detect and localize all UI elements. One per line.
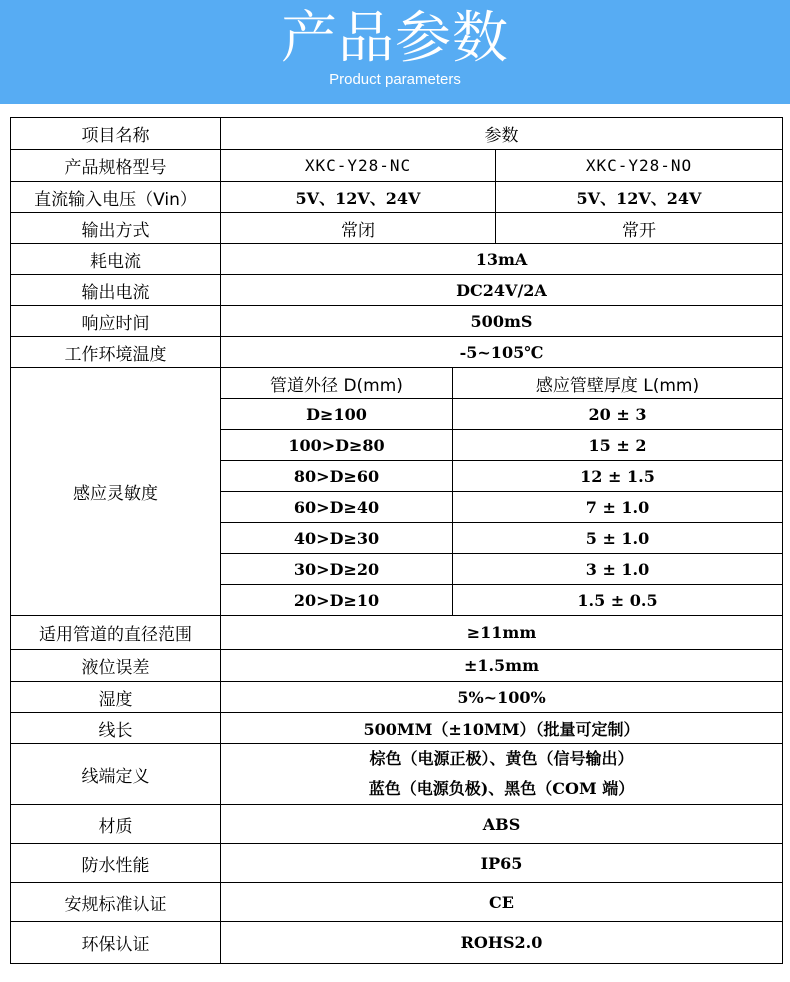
environmental-value: ROHS2.0 xyxy=(460,933,543,952)
sensitivity-thickness: 15 ± 2 xyxy=(588,435,647,455)
wiring-definition xyxy=(221,744,782,804)
wiring-line-2: 蓝色（电源负极)、黑色（COM 端） xyxy=(368,779,635,798)
cable-length-value: 500MM（±10MM）（批量可定制） xyxy=(363,719,640,739)
model-nc: XKC-Y28-NC xyxy=(304,156,412,175)
output-mode-label: 输出方式 xyxy=(81,220,150,241)
sensitivity-diameter: D≥100 xyxy=(306,404,367,424)
level-error-value: ±1.5mm xyxy=(463,656,540,675)
output-mode-no: 常开 xyxy=(622,220,656,241)
page-title: 产品参数 xyxy=(281,6,509,71)
wiring-label: 线端定义 xyxy=(81,766,150,787)
sensitivity-col-thickness: 感应管壁厚度 L(mm) xyxy=(535,375,700,396)
material-value: ABS xyxy=(482,814,521,834)
current-consumption-label: 耗电流 xyxy=(90,251,141,272)
temperature-value: -5~105℃ xyxy=(459,342,544,362)
sensitivity-diameter: 40>D≥30 xyxy=(293,528,380,548)
waterproof-label: 防水性能 xyxy=(81,855,150,876)
page-subtitle: Product parameters xyxy=(329,71,461,88)
output-mode-nc: 常闭 xyxy=(341,220,375,241)
certification-value: CE xyxy=(489,892,514,912)
voltage-no: 5V、12V、24V xyxy=(576,188,702,208)
humidity-label: 湿度 xyxy=(98,689,133,710)
material-label: 材质 xyxy=(98,816,133,837)
response-time-label: 响应时间 xyxy=(81,313,150,334)
humidity-value: 5%~100% xyxy=(457,687,546,707)
sensitivity-diameter: 20>D≥10 xyxy=(293,590,380,610)
sensitivity-thickness: 3 ± 1.0 xyxy=(585,559,650,579)
sensitivity-diameter: 30>D≥20 xyxy=(293,559,380,579)
sensitivity-diameter: 100>D≥80 xyxy=(288,435,385,455)
sensitivity-thickness: 12 ± 1.5 xyxy=(580,466,655,486)
environmental-label: 环保认证 xyxy=(81,935,150,955)
voltage-label: 直流输入电压（Vin） xyxy=(34,189,197,210)
response-time-value: 500mS xyxy=(470,311,533,331)
sensitivity-col-diameter: 管道外径 D(mm) xyxy=(270,375,403,396)
header-item-name: 项目名称 xyxy=(81,126,150,146)
model-label: 产品规格型号 xyxy=(64,158,167,178)
sensitivity-thickness: 1.5 ± 0.5 xyxy=(577,590,658,610)
sensitivity-thickness: 5 ± 1.0 xyxy=(585,528,650,548)
model-no: XKC-Y28-NO xyxy=(585,156,693,175)
sensitivity-diameter: 80>D≥60 xyxy=(293,466,380,486)
pipe-range-value: ≥11mm xyxy=(466,623,537,642)
pipe-range-label: 适用管道的直径范围 xyxy=(39,625,192,645)
sensitivity-thickness: 20 ± 3 xyxy=(588,404,647,424)
header-banner xyxy=(0,0,790,104)
sensitivity-label: 感应灵敏度 xyxy=(73,484,158,504)
waterproof-value: IP65 xyxy=(480,853,523,873)
sensitivity-diameter: 60>D≥40 xyxy=(293,497,380,517)
level-error-label: 液位误差 xyxy=(81,658,150,678)
header-parameters: 参数 xyxy=(484,126,519,146)
current-consumption-value: 13mA xyxy=(475,249,528,269)
parameters-table xyxy=(10,117,783,964)
wiring-line-1: 棕色（电源正极）、黄色（信号输出） xyxy=(369,749,634,768)
sensitivity-thickness: 7 ± 1.0 xyxy=(585,497,650,517)
cable-length-label: 线长 xyxy=(98,720,133,741)
certification-label: 安规标准认证 xyxy=(64,894,167,915)
voltage-nc: 5V、12V、24V xyxy=(295,188,421,208)
temperature-label: 工作环境温度 xyxy=(64,344,167,365)
output-current-value: DC24V/2A xyxy=(456,280,547,300)
output-current-label: 输出电流 xyxy=(81,282,150,303)
